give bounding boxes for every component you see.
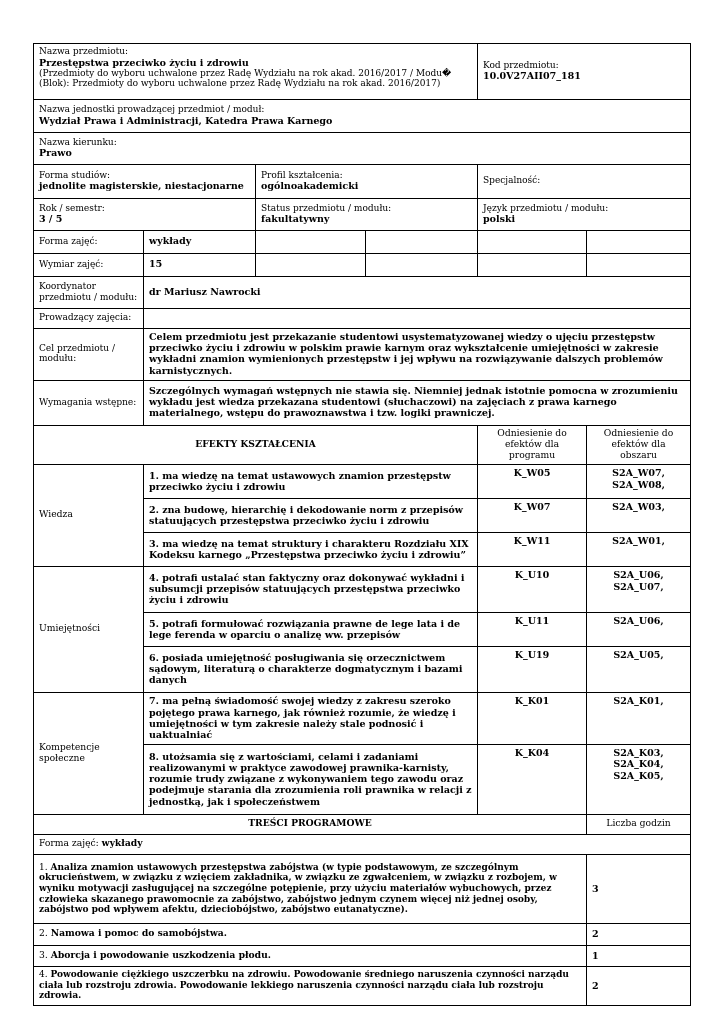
effects-area-header: Odniesienie do efektów dla obszaru: [587, 425, 691, 465]
specialty-cell: [478, 165, 691, 199]
content-text-cell: [34, 924, 587, 946]
status-cell: [256, 199, 478, 231]
effect-program-code: K_K04: [478, 745, 587, 815]
year-value: 3 / 5: [39, 214, 63, 226]
effect-group-competences: Kompetencje społeczne: [34, 693, 144, 815]
field-label: Nazwa kierunku:: [39, 137, 117, 148]
requirements-value: Szczególnych wymagań wstępnych nie stawia się. Niemniej jednak istotnie pomocna w zrozumieniu wykładu jest wiedza przekazana studentowi (słuchaczowi) na zajęciach z prawa karnego materialnego, wstępu do prawoznawstwa i tzw. logiki prawniczej.: [144, 380, 691, 425]
effect-text: 1. ma wiedzę na temat ustawowych znamion przestępstw przeciwko życiu i zdrowiu: [144, 465, 478, 499]
course-code-label: Kod przedmiotu:: [483, 60, 559, 71]
effect-area-code: S2A_K01,: [587, 693, 691, 745]
content-form-label: Forma zajęć:: [39, 838, 99, 850]
requirements-label: Wymagania wstępne:: [34, 380, 144, 425]
unit-label: Nazwa jednostki prowadzącej przedmiot / moduł:: [39, 105, 265, 116]
effect-text: 8. utożsamia się z wartościami, celami i zadaniami realizowanymi w praktyce zawodowej prawnika-karnisty, rozumie trudy związane z wykonywaniem tego zawodu oraz podejmuje starania dla zrozumienia roli prawnika w relacji z jednostką, jak i społeczeństwem: [144, 745, 478, 815]
field-cell: [34, 133, 691, 165]
language-label: Język przedmiotu / modułu:: [483, 203, 609, 214]
content-hours: 2: [587, 967, 691, 1006]
effect-text: 5. potrafi formułować rozwiązania prawne de lege lata i de lege ferenda w oparciu o analizę ww. przepisów: [144, 613, 478, 647]
status-label: Status przedmiotu / modułu:: [261, 203, 392, 214]
content-text-cell: [34, 855, 587, 924]
content-row: [34, 924, 691, 946]
course-name-value: Przestępstwa przeciwko życiu i zdrowiu: [39, 57, 249, 69]
effect-text: 6. posiada umiejętność posługiwania się orzecznictwem sądowym, literaturą o charakterze dogmatycznym i bazami danych: [144, 647, 478, 693]
content-row: [34, 855, 691, 924]
empty-cell: [478, 231, 587, 254]
course-code-cell: [478, 44, 691, 100]
goal-label: Cel przedmiotu / modułu:: [34, 329, 144, 381]
profile-cell: [256, 165, 478, 199]
effect-area-code: S2A_U06,: [587, 613, 691, 647]
effect-area-code: S2A_U05,: [587, 647, 691, 693]
unit-value: Wydział Prawa i Administracji, Katedra Prawa Karnego: [39, 115, 333, 127]
profile-label: Profil kształcenia:: [261, 170, 343, 181]
content-title: TREŚCI PROGRAMOWE: [34, 815, 587, 835]
course-code-value: 10.0V27AII07_181: [483, 71, 581, 83]
class-hours-value: 15: [144, 254, 256, 277]
content-text: Aborcja i powodowanie uszkodzenia płodu.: [50, 949, 271, 961]
course-name-note: (Przedmioty do wyboru uchwalone przez Radę Wydziału na rok akad. 2016/2017 / Modu� (Blok): Przedmioty do wyboru uchwalone przez Radę Wydziału na rok akad. 2016/2017): [39, 68, 452, 90]
profile-value: ogólnoakademicki: [261, 181, 359, 193]
content-text-cell: [34, 967, 587, 1006]
language-cell: [478, 199, 691, 231]
language-value: polski: [483, 214, 516, 226]
content-text: Powodowanie ciężkiego uszczerbku na zdrowiu. Powodowanie średniego naruszenia czynności narządu ciała lub rozstroju zdrowia. Powodowanie lekkiego naruszenia czynności narządu ciała lub rozstroju zdrowia.: [39, 970, 569, 1002]
empty-cell: [478, 254, 587, 277]
content-row: [34, 946, 691, 967]
lecturer-value: [144, 309, 691, 329]
lecturer-label: Prowadzący zajęcia:: [34, 309, 144, 329]
goal-value: Celem przedmiotu jest przekazanie studentowi usystematyzowanej wiedzy o ujęciu przestępstw przeciwko życiu i zdrowiu w polskim prawie karnym oraz wykształcenie umiejętności w zakresie wykładni znamion wymienionych przestępstw i jej wpływu na rozwiązywanie dalszych problemów karnistycznych.: [144, 329, 691, 381]
effect-program-code: K_W07: [478, 499, 587, 533]
effect-group-knowledge: Wiedza: [34, 465, 144, 567]
effect-program-code: K_U19: [478, 647, 587, 693]
effect-program-code: K_U11: [478, 613, 587, 647]
empty-cell: [587, 231, 691, 254]
effect-group-skills: Umiejętności: [34, 567, 144, 693]
content-num: 4.: [39, 970, 48, 981]
effect-area-code: S2A_K03, S2A_K04, S2A_K05,: [587, 745, 691, 815]
effect-row: [34, 465, 691, 499]
empty-cell: [256, 254, 366, 277]
effects-title: EFEKTY KSZTAŁCENIA: [34, 425, 478, 465]
year-label: Rok / semestr:: [39, 203, 105, 214]
status-value: fakultatywny: [261, 214, 330, 226]
effect-area-code: S2A_U06, S2A_U07,: [587, 567, 691, 613]
content-text: Namowa i pomoc do samobójstwa.: [50, 928, 227, 940]
syllabus-table: [33, 43, 691, 1006]
effect-text: 4. potrafi ustalać stan faktyczny oraz dokonywać wykładni i subsumcji przepisów statuujących przestępstwa przeciwko życiu i zdrowiu: [144, 567, 478, 613]
content-num: 2.: [39, 928, 48, 940]
coordinator-label: Koordynator przedmiotu / modułu:: [34, 277, 144, 309]
study-form-cell: [34, 165, 256, 199]
course-name-cell: [34, 44, 478, 100]
coordinator-value: dr Mariusz Nawrocki: [144, 277, 691, 309]
study-form-label: Forma studiów:: [39, 170, 111, 181]
class-hours-label: Wymiar zajęć:: [34, 254, 144, 277]
study-form-value: jednolite magisterskie, niestacjonarne: [39, 181, 244, 193]
effect-area-code: S2A_W07, S2A_W08,: [587, 465, 691, 499]
effect-program-code: K_W11: [478, 533, 587, 567]
effect-row: [34, 567, 691, 613]
year-cell: [34, 199, 256, 231]
content-row: [34, 967, 691, 1006]
content-text: Analiza znamion ustawowych przestępstwa zabójstwa (w typie podstawowym, ze szczególnym okrucieństwem, w związku z wzięciem zakładnika, w związku ze zgwałceniem, w związku z rozbojem, w wyniku motywacji zasługującej na szczególne potępienie, przy użyciu materiałów wybuchowych, przez człowieka skazanego prawomocnie za zabójstwo, zabójstwo jednym czynem więcej niż jednej osoby, zabójstwo pod wpływem afektu, dzieciobójstwo, zabójstwo eutanatyczne).: [39, 862, 557, 916]
empty-cell: [256, 231, 366, 254]
effect-program-code: K_U10: [478, 567, 587, 613]
effect-area-code: S2A_W01,: [587, 533, 691, 567]
class-form-label: Forma zajęć:: [34, 231, 144, 254]
content-form-value: wykłady: [101, 838, 143, 850]
content-num: 1.: [39, 862, 48, 873]
course-name-label: Nazwa przedmiotu:: [39, 47, 129, 57]
effect-row: [34, 693, 691, 745]
effect-text: 3. ma wiedzę na temat struktury i charakteru Rozdziału XIX Kodeksu karnego „Przestępstwa przeciwko życiu i zdrowiu”: [144, 533, 478, 567]
effect-program-code: K_W05: [478, 465, 587, 499]
content-text-cell: [34, 946, 587, 967]
unit-cell: [34, 100, 691, 133]
content-hours-header: Liczba godzin: [587, 815, 691, 835]
content-form-cell: [34, 835, 691, 855]
effect-area-code: S2A_W03,: [587, 499, 691, 533]
syllabus-sheet: [33, 43, 690, 1006]
content-hours: 3: [587, 855, 691, 924]
empty-cell: [366, 231, 478, 254]
content-num: 3.: [39, 949, 48, 961]
specialty-label: Specjalność:: [483, 176, 541, 187]
class-form-value: wykłady: [144, 231, 256, 254]
empty-cell: [587, 254, 691, 277]
effect-text: 2. zna budowę, hierarchię i dekodowanie norm z przepisów statuujących przestępstwa przeciwko życiu i zdrowiu: [144, 499, 478, 533]
effect-text: 7. ma pełną świadomość swojej wiedzy z zakresu szeroko pojętego prawa karnego, jak również rozumie, że wiedzę i umiejętności w tym zakresie należy stale podnosić i uaktualniać: [144, 693, 478, 745]
effects-program-header: Odniesienie do efektów dla programu: [478, 425, 587, 465]
content-hours: 2: [587, 924, 691, 946]
empty-cell: [366, 254, 478, 277]
field-value: Prawo: [39, 148, 72, 160]
effect-program-code: K_K01: [478, 693, 587, 745]
content-hours: 1: [587, 946, 691, 967]
